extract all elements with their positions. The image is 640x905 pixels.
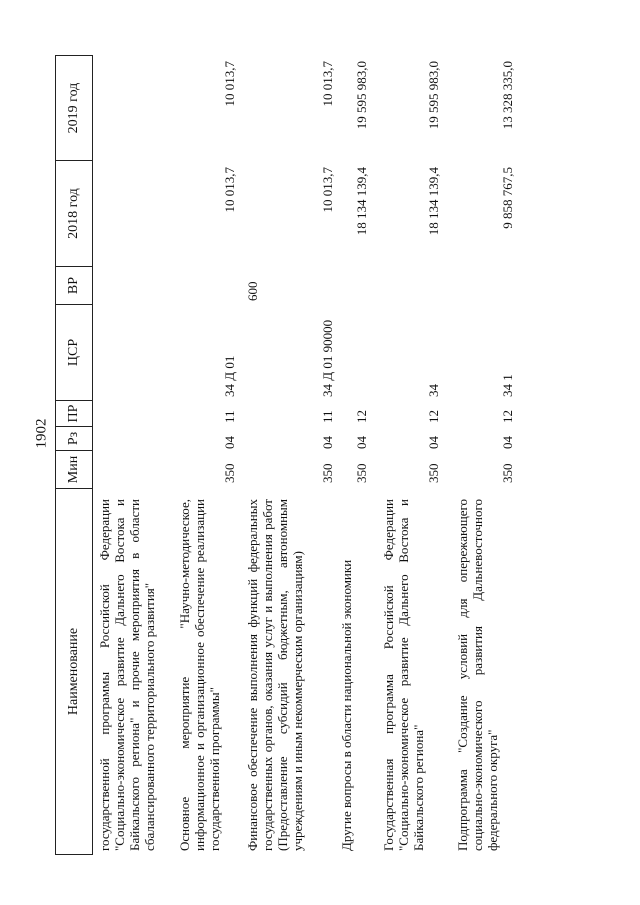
- row-min: 350: [222, 463, 237, 483]
- row-2019: 19 595 983,0: [426, 61, 441, 130]
- row-pr: 12: [500, 410, 515, 423]
- row-min: 350: [320, 463, 335, 483]
- table-header: [55, 55, 93, 855]
- header-rz: Рз: [56, 426, 92, 450]
- row-name: Другие вопросы в области национальной экономики: [339, 559, 354, 851]
- row-pr: 12: [426, 410, 441, 423]
- row-name: Подпрограмма "Создание условий для опережающего социально-экономического развития Дальневосточного федерального округа": [455, 499, 500, 851]
- row-csr: 34 Д 01: [222, 355, 237, 397]
- header-vr: ВР: [56, 266, 92, 304]
- row-min: 350: [354, 463, 369, 483]
- header-2019: 2019 год: [66, 82, 81, 134]
- row-2018: 18 134 139,4: [354, 167, 369, 236]
- row-2019: 10 013,7: [222, 61, 237, 107]
- row-csr: 34 1: [500, 374, 515, 397]
- row-2019: 19 595 983,0: [354, 61, 369, 130]
- row-rz: 04: [426, 436, 441, 449]
- row-2018: 10 013,7: [320, 167, 335, 213]
- row-2018: 18 134 139,4: [426, 167, 441, 236]
- row-pr: 11: [222, 410, 237, 423]
- row-pr: 11: [320, 410, 335, 423]
- row-name: Государственная программа Российской Федерации "Социально-экономическое развитие Дальнего Востока и Байкальского региона": [381, 499, 426, 851]
- row-csr: 34: [426, 384, 441, 397]
- page-number: 1902: [33, 418, 50, 449]
- row-name: Основное мероприятие "Научно-методическое, информационное и организационное обеспечение реализации государственной программы": [177, 499, 222, 851]
- row-csr: 34 Д 01 90000: [320, 319, 335, 397]
- row-min: 350: [426, 463, 441, 483]
- row-rz: 04: [222, 436, 237, 449]
- header-name: Наименование: [56, 488, 92, 854]
- budget-table: [55, 55, 580, 855]
- header-pr: ПР: [56, 400, 92, 426]
- row-pr: 12: [354, 410, 369, 423]
- header-csr: ЦСР: [56, 304, 92, 400]
- row-2019: 10 013,7: [320, 61, 335, 107]
- row-rz: 04: [500, 436, 515, 449]
- header-min: Мин: [56, 450, 92, 488]
- row-rz: 04: [354, 436, 369, 449]
- row-vr: 600: [245, 281, 260, 301]
- row-2019: 13 328 335,0: [500, 61, 515, 130]
- header-2018: 2018 год: [56, 160, 92, 266]
- row-min: 350: [500, 463, 515, 483]
- row-name: государственной программы Российской Федерации "Социально-экономическое развитие Дальнего Востока и Байкальского региона" и прочие мероприятия в области сбалансированного территориального развития": [97, 499, 157, 851]
- row-2018: 10 013,7: [222, 167, 237, 213]
- row-name: Финансовое обеспечение выполнения функций федеральных государственных органов, оказания услуг и выполнения работ (Предоставление субсидий бюджетным, автономным учреждениям и иным некоммерческим организациям): [245, 499, 305, 851]
- row-rz: 04: [320, 436, 335, 449]
- row-2018: 9 858 767,5: [500, 167, 515, 229]
